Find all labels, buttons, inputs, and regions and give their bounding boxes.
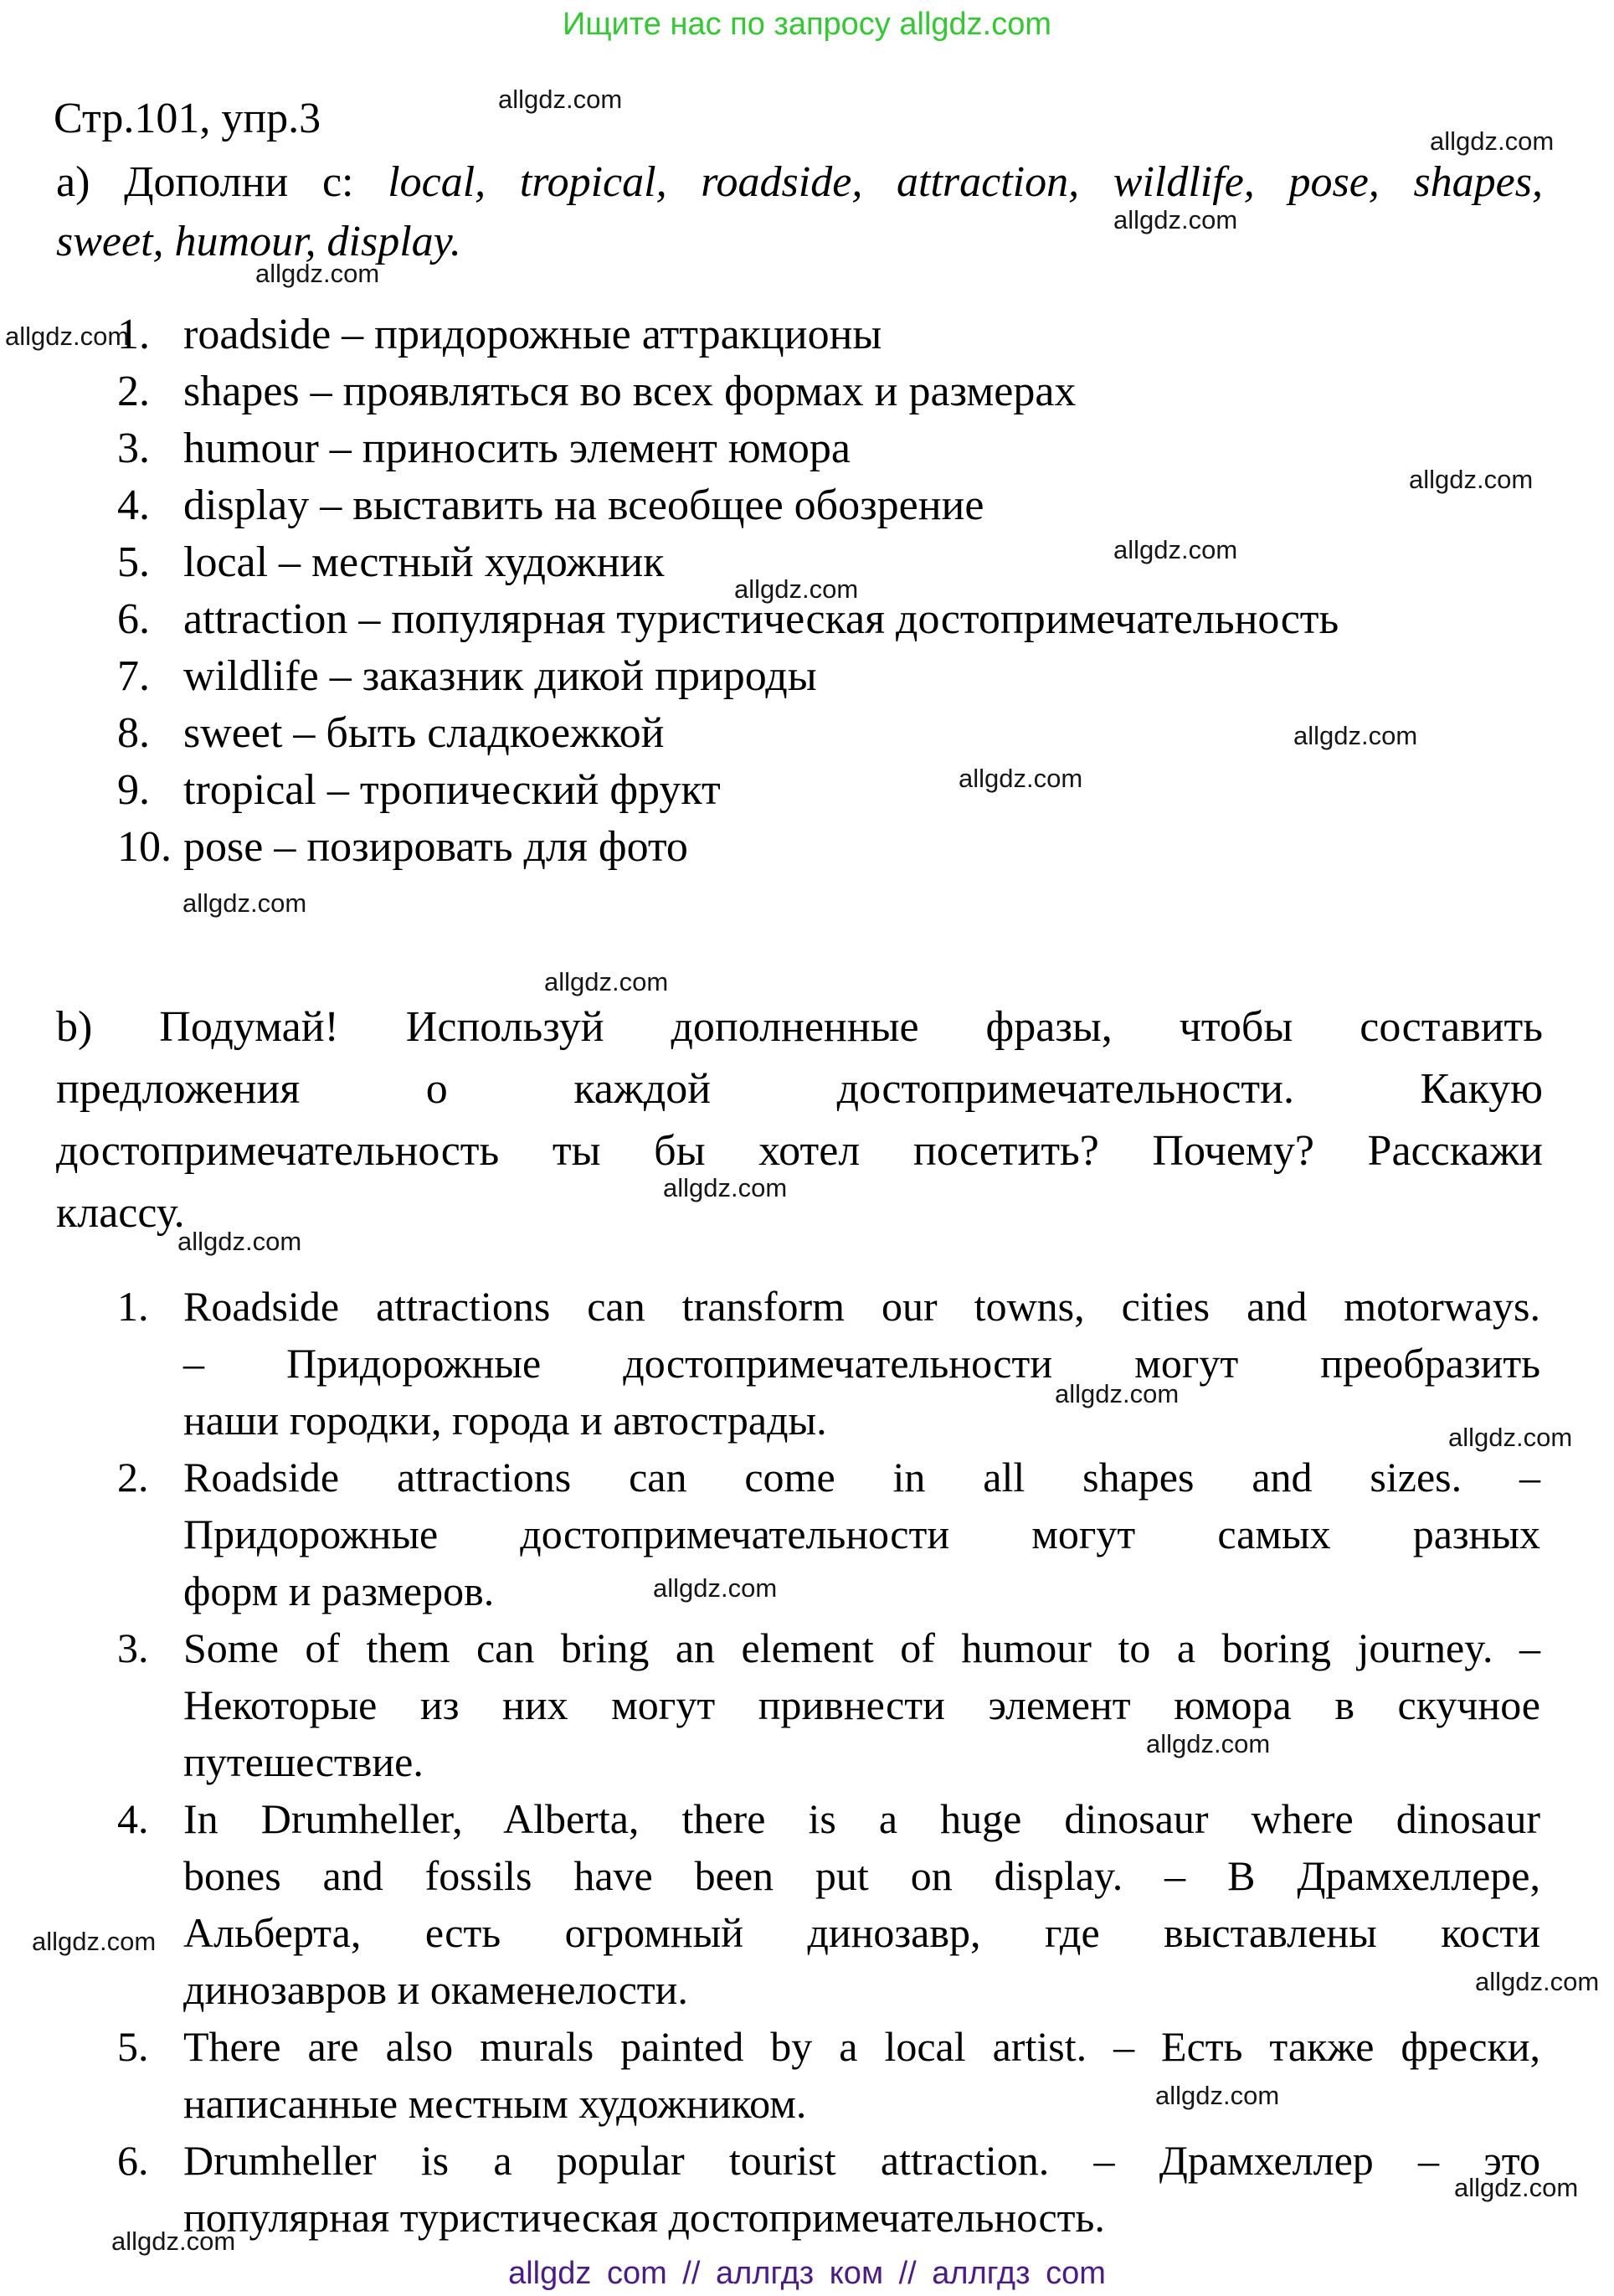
sentence-line: наши городки, города и автострады.: [183, 1397, 827, 1444]
task-a-heading: [56, 152, 1543, 271]
item-number: 9.: [117, 766, 150, 814]
item-text: sweet – быть сладкоежкой: [183, 709, 665, 757]
vocab-item-4: [117, 477, 1574, 534]
item-text: attraction – популярная туристическая достопримечательность: [183, 595, 1339, 643]
watermark: allgdz.com: [959, 764, 1083, 793]
sentence-line: Roadside attractions can come in all shapes and sizes. –: [183, 1454, 1540, 1501]
sentence-line: динозавров и окаменелости.: [183, 1966, 688, 2013]
sentence-line: путешествие.: [183, 1738, 424, 1785]
task-b-heading-line2: предложения о каждой достопримечательности. Какую: [56, 1065, 1543, 1113]
sentence-item-5: [117, 2018, 1540, 2132]
sentence-line: Some of them can bring an element of humour to a boring journey. –: [183, 1624, 1540, 1671]
sentence-item-1: [117, 1278, 1540, 1449]
sentence-line: bones and fossils have been put on display. – В Драмхеллере,: [183, 1852, 1540, 1899]
watermark: allgdz.com: [1155, 2081, 1280, 2110]
item-lines: [183, 2132, 1540, 2246]
watermark: allgdz.com: [1293, 721, 1418, 750]
watermark: allgdz.com: [1146, 1729, 1271, 1758]
item-text: pose – позировать для фото: [183, 823, 688, 871]
vocab-item-9: [117, 762, 1574, 819]
item-text: humour – приносить элемент юмора: [183, 425, 851, 472]
item-lines: [183, 1278, 1540, 1449]
vocab-item-1: [117, 306, 1574, 363]
item-text: wildlife – заказник дикой природы: [183, 652, 817, 700]
sentence-line: форм и размеров.: [183, 1568, 495, 1614]
task-b-heading-line1: b) Подумай! Используй дополненные фразы, чтобы составить: [56, 1003, 1543, 1051]
watermark: allgdz.com: [544, 967, 669, 996]
watermark: allgdz.com: [1113, 535, 1238, 564]
task-b-heading-line3: достопримечательность ты бы хотел посетить? Почему? Расскажи: [56, 1127, 1543, 1175]
watermark: allgdz.com: [663, 1173, 788, 1202]
watermark: allgdz.com: [498, 85, 623, 114]
task-a-word-bank-line2: sweet, humour, display.: [56, 218, 461, 265]
task-b-list: [117, 1278, 1540, 2246]
sentence-item-6: [117, 2132, 1540, 2246]
watermark: allgdz.com: [1448, 1423, 1573, 1452]
watermark: allgdz.com: [177, 1227, 302, 1256]
sentence-item-4: [117, 1790, 1540, 2018]
vocab-item-7: [117, 648, 1574, 705]
sentence-line: Придорожные достопримечательности могут самых разных: [183, 1511, 1540, 1557]
item-text: local – местный художник: [183, 538, 665, 586]
watermark: allgdz.com: [111, 2227, 236, 2256]
item-number: 10.: [117, 823, 172, 871]
sentence-line: Roadside attractions can transform our towns, cities and motorways.: [183, 1283, 1540, 1330]
vocab-item-2: [117, 363, 1574, 420]
task-a-word-bank-line1: local, tropical, roadside, attraction, wildlife, pose, shapes,: [388, 158, 1543, 206]
sentence-line: Drumheller is a popular tourist attraction. – Драмхеллер – это: [183, 2137, 1540, 2184]
watermark: allgdz.com: [1055, 1379, 1180, 1408]
sentence-item-2: [117, 1449, 1540, 1619]
item-number: 4.: [117, 1795, 149, 1842]
sentence-line: – Придорожные достопримечательности могут преобразить: [183, 1340, 1540, 1387]
item-number: 1.: [117, 1283, 149, 1330]
item-number: 2.: [117, 1454, 149, 1501]
sentence-item-3: [117, 1619, 1540, 1790]
watermark: allgdz.com: [1113, 205, 1238, 234]
item-lines: [183, 1449, 1540, 1619]
watermark: allgdz.com: [734, 574, 859, 604]
sentence-line: написанные местным художником.: [183, 2080, 807, 2127]
watermark: allgdz.com: [653, 1573, 778, 1603]
page-title: Стр.101, упр.3: [54, 95, 321, 142]
vocab-item-10: [117, 819, 1574, 876]
vocab-item-3: [117, 420, 1574, 477]
watermark: allgdz.com: [1409, 465, 1534, 494]
sentence-line: There are also murals painted by a local artist. – Есть также фрески,: [183, 2023, 1540, 2070]
item-text: shapes – проявляться во всех формах и размерах: [183, 368, 1077, 415]
item-number: 8.: [117, 709, 150, 757]
task-b-heading-line4: классу.: [56, 1189, 185, 1237]
item-number: 5.: [117, 538, 150, 586]
item-lines: [183, 1619, 1540, 1790]
promo-footer: allgdz com // аллгдз ком // аллгдз com: [508, 2256, 1106, 2291]
item-lines: [183, 1790, 1540, 2018]
watermark: allgdz.com: [5, 322, 130, 351]
item-number: 5.: [117, 2023, 149, 2070]
item-number: 4.: [117, 481, 150, 529]
sentence-line: In Drumheller, Alberta, there is a huge dinosaur where dinosaur: [183, 1795, 1540, 1842]
item-text: roadside – придорожные аттракционы: [183, 311, 882, 358]
watermark: allgdz.com: [1475, 1967, 1600, 1996]
watermark: allgdz.com: [182, 888, 307, 918]
watermark: allgdz.com: [1454, 2173, 1579, 2202]
item-lines: [183, 2018, 1540, 2132]
item-number: 3.: [117, 425, 150, 472]
item-number: 6.: [117, 595, 150, 643]
task-b-heading: [56, 996, 1543, 1244]
item-number: 6.: [117, 2137, 149, 2184]
promo-header: Ищите нас по запросу allgdz.com: [562, 7, 1051, 42]
sentence-line: Альберта, есть огромный динозавр, где выставлены кости: [183, 1909, 1540, 1956]
item-number: 3.: [117, 1624, 149, 1671]
watermark: allgdz.com: [1430, 126, 1555, 156]
sentence-line: популярная туристическая достопримечательность.: [183, 2194, 1105, 2241]
item-number: 2.: [117, 368, 150, 415]
item-number: 1.: [117, 311, 150, 358]
watermark: allgdz.com: [32, 1927, 157, 1956]
task-a-heading-prefix: а) Дополни с:: [56, 158, 354, 206]
item-number: 7.: [117, 652, 150, 700]
watermark: allgdz.com: [255, 259, 380, 288]
item-text: display – выставить на всеобщее обозрение: [183, 481, 984, 529]
task-a-heading-line1: [56, 152, 1543, 212]
sentence-line: Некоторые из них могут привнести элемент юмора в скучное: [183, 1681, 1540, 1728]
item-text: tropical – тропический фрукт: [183, 766, 721, 814]
